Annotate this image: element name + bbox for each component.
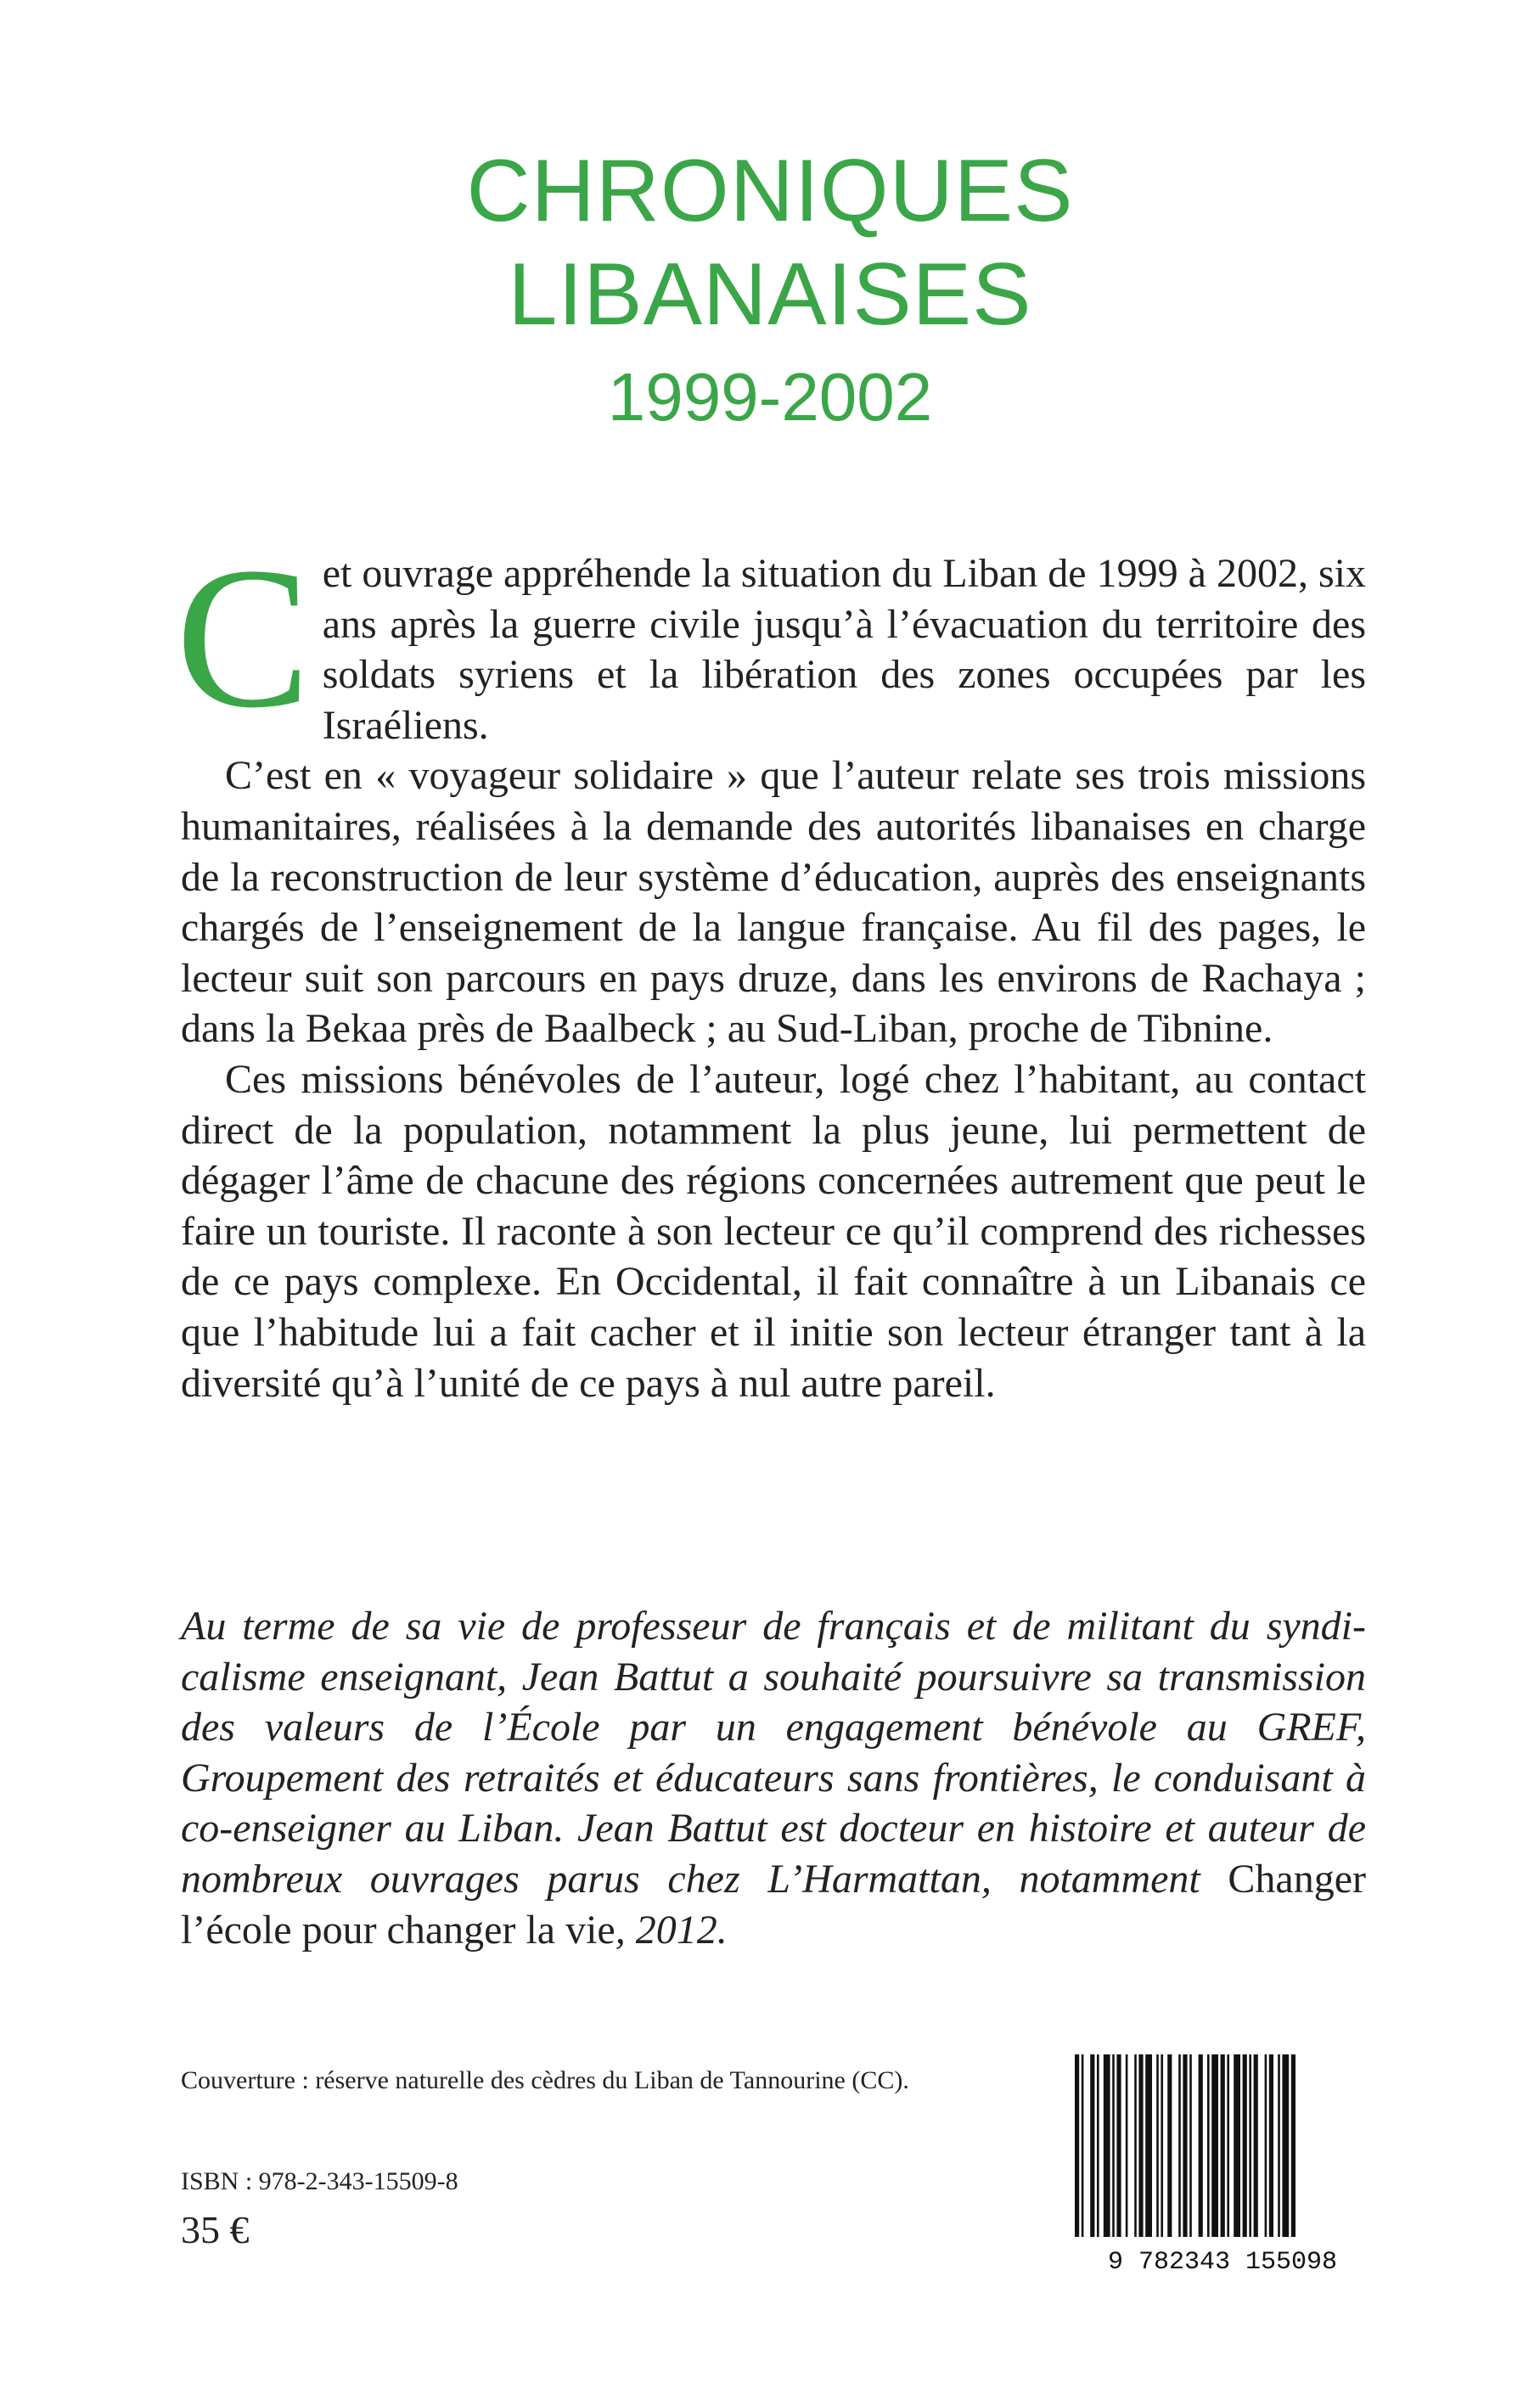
- barcode-bar: [1075, 2054, 1079, 2237]
- barcode-bar: [1138, 2054, 1143, 2237]
- barcode-bar: [1167, 2054, 1172, 2237]
- barcode-bar: [1269, 2054, 1273, 2237]
- barcode-bar: [1112, 2054, 1115, 2237]
- barcode-bar: [1234, 2054, 1240, 2237]
- barcode-bar: [1189, 2054, 1192, 2237]
- barcode-bar: [1278, 2054, 1280, 2237]
- barcode-bar: [1161, 2054, 1163, 2237]
- barcode-digits: 9 782343 155098: [1107, 2248, 1338, 2275]
- description-paragraph-1-text: et ouvrage appréhende la situation du Liban de 1999 à 2002, six ans après la guerre civile jusqu’à l’évacuation du territoire des soldats syriens et la libération des zones occupées par les Israéliens.: [322, 551, 1366, 748]
- isbn: ISBN : 978-2-343-15509-8: [181, 2167, 458, 2195]
- description-paragraph-3: Ces missions bénévoles de l’auteur, logé chez l’habitant, au contact direct de la population, notamment la plus jeune, lui permettent de dégager l’âme de chacune des régions concernées autrement que peut le faire un touriste. Il raconte à son lecteur ce qu’il comprend des richesses de ce pays complexe. En Occidental, il fait connaître à un Libanais ce que l’habitude lui a fait cacher et il initie son lecteur étranger tant à la diversité qu’à l’unité de ce pays à nul autre pareil.: [181, 1056, 1366, 1406]
- author-bio-year: , 2012.: [615, 1907, 728, 1953]
- author-bio-text: Au terme de sa vie de professeur de français et de militant du syndicalisme enseignant, Jean Battut a souhaité poursuivre sa transmission des valeurs de l’École par un engagement bénévole au GREF, Groupement des retraités et éducateurs sans frontières, le conduisant à co-enseigner au Liban. Jean Battut est docteur en histoire et auteur de nombreux ouvrages parus chez L’Harmattan, notamment: [181, 1604, 1366, 1902]
- description-paragraph-1: [176, 526, 1366, 750]
- barcode-bar: [1183, 2054, 1187, 2237]
- barcode-bar: [1291, 2054, 1296, 2237]
- title-line-2: LIBANAISES: [508, 245, 1032, 344]
- barcode-bar: [1126, 2054, 1128, 2237]
- author-bio-paragraph: [181, 1601, 1366, 1955]
- barcode-bar: [1097, 2054, 1099, 2237]
- barcode-bar: [1249, 2054, 1251, 2237]
- barcode-bar: [1134, 2054, 1137, 2237]
- barcode-bar: [1104, 2054, 1110, 2237]
- author-bio-book-title: Changer l’école pour changer la vie: [181, 1856, 1366, 1953]
- barcode-bar: [1227, 2054, 1229, 2237]
- title-line-1: CHRONIQUES: [466, 142, 1074, 240]
- barcode-bar: [1199, 2054, 1203, 2237]
- barcode-bar: [1243, 2054, 1247, 2237]
- barcode-bar: [1282, 2054, 1289, 2237]
- barcode-bar: [1211, 2054, 1218, 2237]
- barcode-bar: [1156, 2054, 1159, 2237]
- description-paragraph-2: C’est en « voyageur solidaire » que l’auteur relate ses trois missions humanitaires, réalisées à la demande des autorités libanaises en charge de la reconstruction de leur système d’éducation, auprès des enseignants chargés de l’enseignement de la langue française. Au fil des pages, le lecteur suit son parcours en pays druze, dans les environs de Rachaya ; dans la Bekaa près de Baalbeck ; au Sud-Liban, proche de Tibnine.: [181, 753, 1366, 1052]
- description: [176, 526, 1366, 1408]
- barcode-bar: [1116, 2054, 1121, 2237]
- title-years: 1999-2002: [607, 359, 933, 435]
- barcode-bar: [1145, 2054, 1152, 2237]
- author-bio: [181, 1601, 1366, 1955]
- barcode-bar: [1178, 2054, 1181, 2237]
- barcode: [1070, 2054, 1375, 2275]
- price: 35 €: [181, 2208, 250, 2251]
- dropcap: C: [176, 526, 311, 750]
- barcode-bar: [1265, 2054, 1267, 2237]
- barcode-bar: [1207, 2054, 1210, 2237]
- barcode-bar: [1254, 2054, 1258, 2237]
- barcode-bar: [1090, 2054, 1094, 2237]
- barcode-bar: [1221, 2054, 1225, 2237]
- cover-credit: Couverture : réserve naturelle des cèdres du Liban de Tannourine (CC).: [181, 2066, 909, 2094]
- barcode-bar: [1082, 2054, 1084, 2237]
- barcode-bars: [1075, 2054, 1296, 2237]
